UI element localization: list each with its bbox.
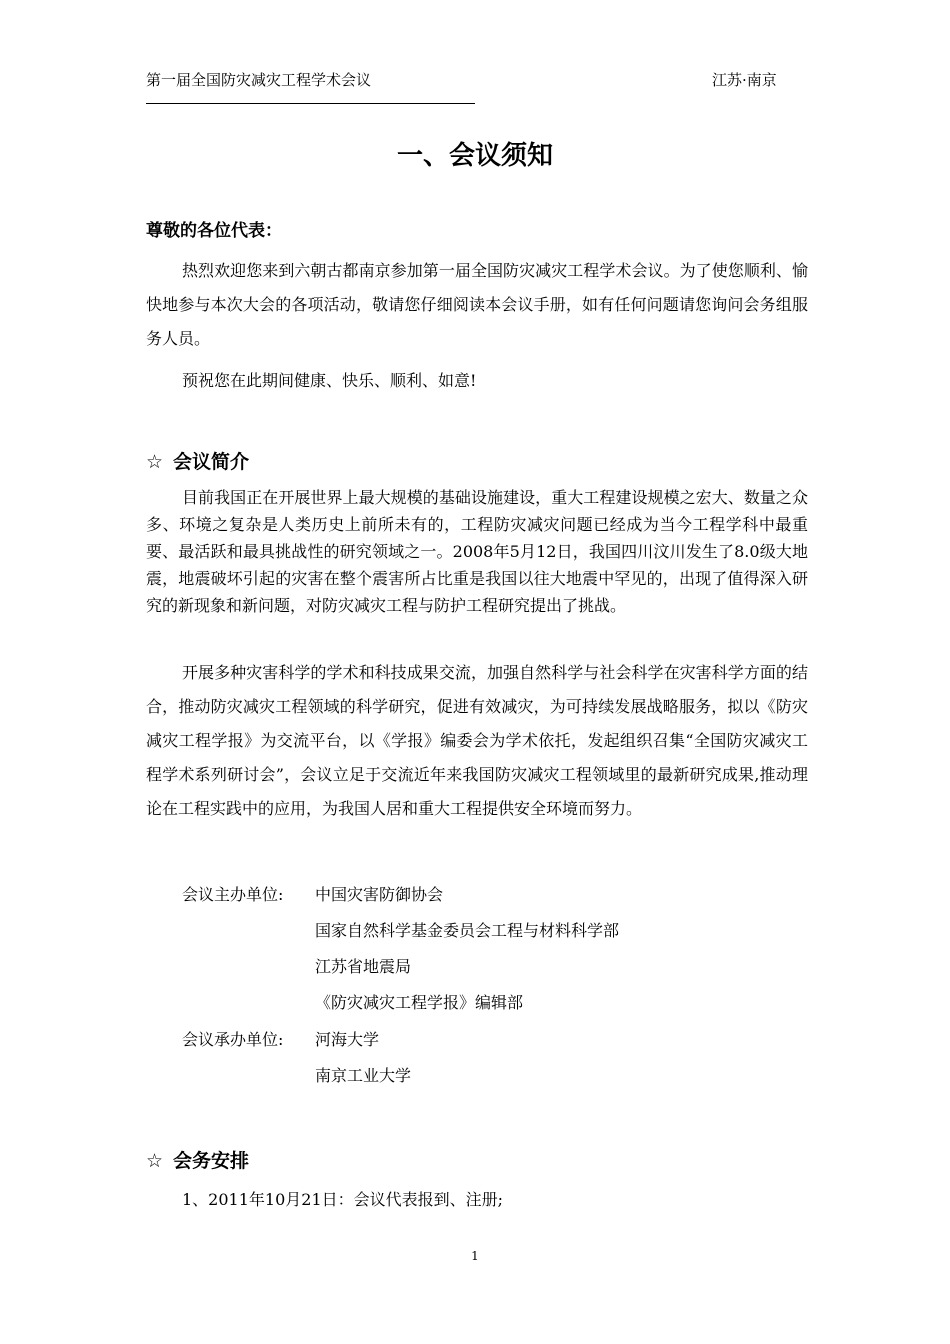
host-unit: 《防灾减灾工程学报》编辑部: [315, 993, 524, 1012]
wishes-paragraph: 预祝您在此期间健康、快乐、顺利、如意!: [182, 371, 477, 390]
organizer-unit: 南京工业大学: [315, 1066, 412, 1085]
header-rule: [146, 103, 475, 104]
organizer-unit: 河海大学: [315, 1030, 380, 1049]
section-heading-affairs-text: 会务安排: [173, 1150, 250, 1172]
organizer-units-label: 会议承办单位:: [182, 1030, 284, 1049]
header-location: 江苏·南京: [712, 71, 777, 89]
host-unit: 国家自然科学基金委员会工程与材料科学部: [315, 921, 620, 940]
section-heading-intro: [146, 448, 249, 476]
section-heading-affairs: [146, 1147, 249, 1175]
host-unit: 中国灾害防御协会: [315, 885, 444, 904]
star-icon: ☆: [146, 1150, 164, 1172]
greeting: 尊敬的各位代表：: [146, 221, 282, 241]
welcome-paragraph: 热烈欢迎您来到六朝古都南京参加第一届全国防灾减灾工程学术会议。为了使您顺利、愉快地参与本次大会的各项活动，敬请您仔细阅读本会议手册，如有任何问题请您询问会务组服务人员。: [146, 261, 808, 348]
intro-paragraph-1: 目前我国正在开展世界上最大规模的基础设施建设，重大工程建设规模之宏大、数量之众多、环境之复杂是人类历史上前所未有的，工程防灾减灾问题已经成为当今工程学科中最重要、最活跃和最具挑战性的研究领域之一。2008年5月12日，我国四川汶川发生了8.0级大地震，地震破坏引起的灾害在整个震害所占比重是我国以往大地震中罕见的，出现了值得深入研究的新现象和新问题，对防灾减灾工程与防护工程研究提出了挑战。: [146, 488, 808, 615]
header-conference-name: 第一届全国防灾减灾工程学术会议: [146, 71, 372, 89]
schedule-item: 1、2011年10月21日：会议代表报到、注册;: [182, 1190, 504, 1209]
host-units-label: 会议主办单位:: [182, 885, 284, 904]
page-number: 1: [471, 1249, 479, 1263]
star-icon: ☆: [146, 451, 164, 473]
page-title: 一、会议须知: [396, 141, 553, 171]
host-unit: 江苏省地震局: [315, 957, 412, 976]
section-heading-intro-text: 会议简介: [173, 451, 250, 473]
intro-paragraph-2: 开展多种灾害科学的学术和科技成果交流，加强自然科学与社会科学在灾害科学方面的结合，推动防灾减灾工程领域的科学研究，促进有效减灾，为可持续发展战略服务，拟以《防灾减灾工程学报》为交流平台，以《学报》编委会为学术依托，发起组织召集“全国防灾减灾工程学术系列研讨会”，会议立足于交流近年来我国防灾减灾工程领域里的最新研究成果,推动理论在工程实践中的应用，为我国人居和重大工程提供安全环境而努力。: [146, 663, 808, 818]
